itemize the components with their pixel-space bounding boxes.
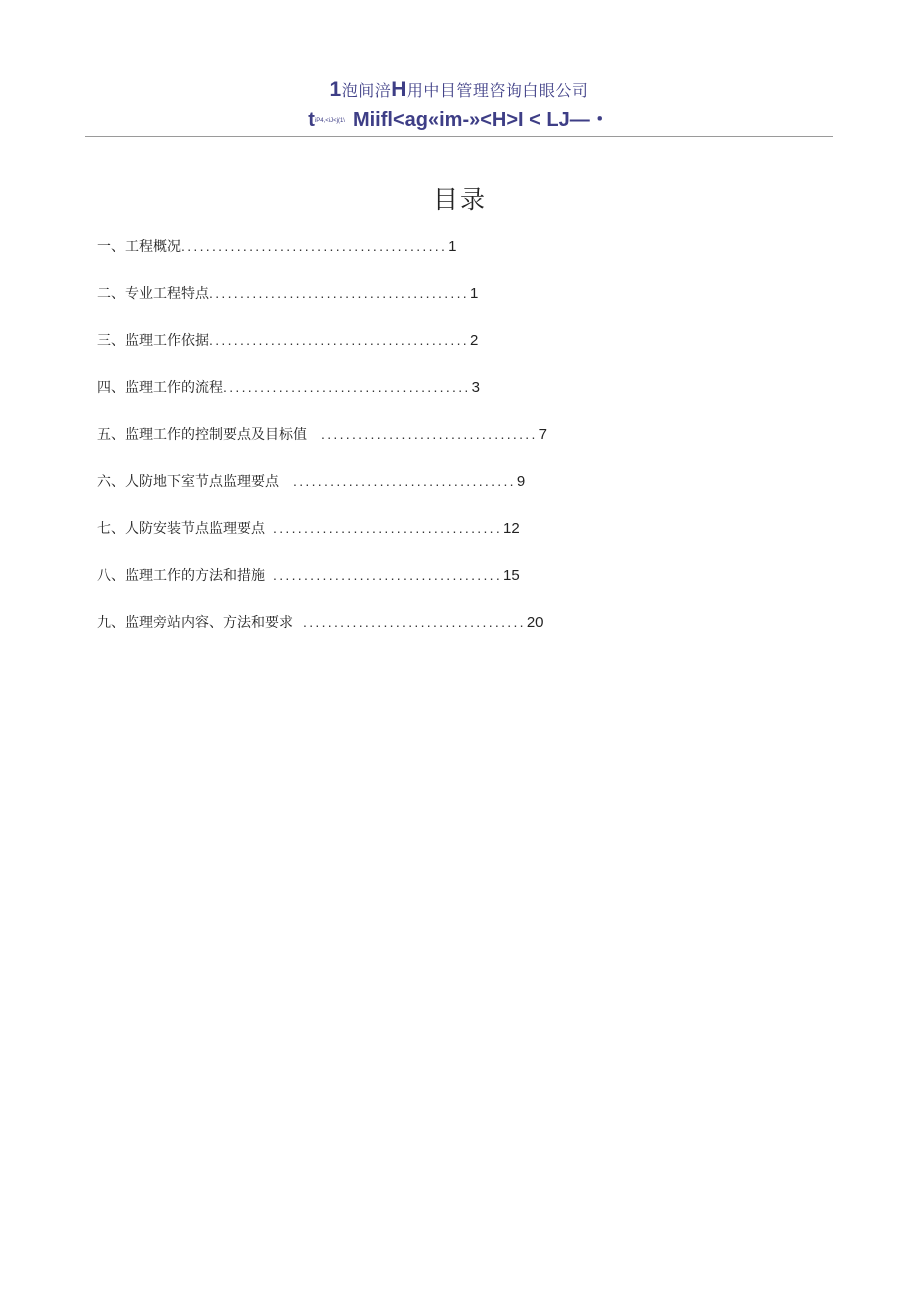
toc-item-page: 20 (526, 614, 544, 631)
header-line2-lead: t (308, 109, 315, 131)
toc-item-leader: .................................... (293, 473, 516, 489)
header-lead-digit: 1 (329, 78, 342, 101)
toc-item-leader: .................................... (303, 614, 526, 630)
toc-item-9[interactable] (97, 612, 657, 659)
table-of-contents (97, 236, 657, 659)
toc-item-label: 五、监理工作的控制要点及目标值 (97, 427, 307, 443)
toc-item-page: 9 (516, 473, 526, 490)
company-name-cn (85, 76, 833, 105)
toc-item-page: 1 (448, 238, 457, 255)
toc-item-leader: ..................................... (273, 567, 503, 583)
page-header (85, 76, 833, 135)
toc-item-page: 15 (503, 567, 520, 584)
toc-item-leader: ................................... (321, 426, 538, 442)
toc-item-6[interactable] (97, 471, 657, 518)
toc-item-label: 八、监理工作的方法和措施 (97, 568, 265, 584)
toc-item-4[interactable] (97, 377, 657, 424)
toc-item-1[interactable] (97, 236, 657, 283)
header-text-b: 用中目管理咨询白眼公司 (406, 81, 589, 100)
toc-item-label: 四、监理工作的流程 (97, 380, 223, 396)
toc-item-8[interactable] (97, 565, 657, 612)
toc-item-page: 1 (469, 285, 479, 302)
company-name-en (85, 106, 833, 135)
toc-item-page: 2 (469, 332, 479, 349)
toc-item-leader: .......................................... (209, 332, 469, 348)
toc-item-leader: ........................................... (181, 238, 448, 254)
header-line2-main: Miifl<ag«im-»<H>I < LJ—・ (352, 109, 610, 131)
toc-item-7[interactable] (97, 518, 657, 565)
header-line2-tiny: iP4,<iJ<j(1\ (314, 117, 345, 124)
toc-item-page: 3 (471, 379, 480, 396)
toc-item-leader: ........................................ (223, 379, 471, 395)
toc-item-page: 7 (538, 426, 547, 443)
toc-item-leader: .......................................... (209, 285, 469, 301)
toc-item-page: 12 (503, 520, 520, 537)
toc-item-label: 二、专业工程特点 (97, 286, 209, 302)
toc-title: 目录 (432, 185, 487, 214)
toc-item-5[interactable] (97, 424, 657, 471)
toc-item-label: 七、人防安装节点监理要点 (97, 521, 265, 537)
toc-item-3[interactable] (97, 330, 657, 377)
header-mid-letter: H (391, 78, 407, 101)
toc-item-label: 六、人防地下室节点监理要点 (97, 474, 279, 490)
toc-item-label: 九、监理旁站内容、方法和要求 (97, 615, 293, 631)
toc-item-leader: ..................................... (273, 520, 503, 536)
toc-item-label: 三、监理工作依据 (97, 333, 209, 349)
toc-item-label: 一、工程概况 (97, 239, 181, 255)
toc-item-2[interactable] (97, 283, 657, 330)
header-text-a: 泡间涪 (341, 81, 392, 100)
header-divider (85, 136, 833, 137)
